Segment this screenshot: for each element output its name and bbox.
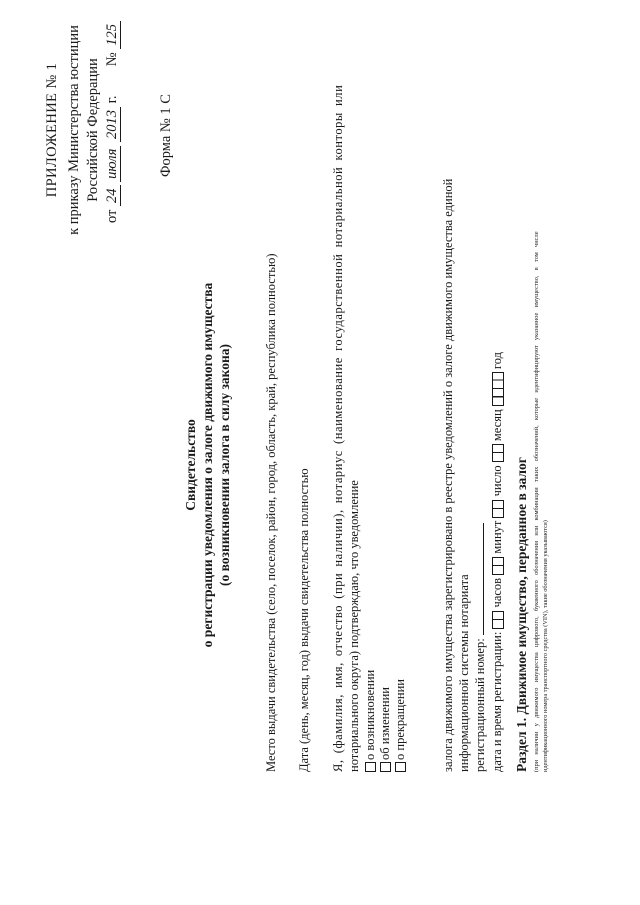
title-line-3: (о возникновении залога в силу закона) [217,343,232,587]
annex-date-line [104,2,121,242]
checkbox-creation[interactable] [365,762,376,772]
datetime-label: дата и время регистрации: [490,631,504,772]
title-line-1: Свидетельство [183,419,198,511]
title-line-2: о регистрации уведомления о залоге движимого имущества [200,282,215,648]
annex-title: ПРИЛОЖЕНИЕ № 1 [44,62,60,198]
day-cells[interactable] [492,500,504,518]
day-label: число [490,465,504,497]
section-1-note-line-2: идентификационного номера транспортного средства (VIN), такие обозначения указываются) [542,520,549,772]
annex-day: 24 [104,185,121,206]
checkbox-termination[interactable] [395,762,406,772]
option-termination[interactable] [392,670,407,772]
place-of-issue-label: Место выдачи свидетельства (село, поселок, район, город, область, край, республика полностью) [264,253,278,772]
option-change-label: об изменении [378,687,392,760]
registration-line-1: залога движимого имущества зарегистрировано в реестре уведомлений о залоге движимого имущества единой [441,178,455,772]
document-title [182,210,233,720]
checkbox-change[interactable] [380,762,391,772]
hours-cells[interactable] [492,611,504,629]
annex-date-prefix: от [104,209,120,223]
minutes-cells[interactable] [492,557,504,575]
form-number: Форма № 1 С [158,94,174,177]
notary-line-1: Я, (фамилия, имя, отчество (при наличии), нотариус (наименование государственной нотариальной конторы или [331,84,345,772]
annex-federation-line: Российской Федерации [85,58,101,202]
registration-number-label: регистрационный номер: [473,638,487,772]
notary-line-2: нотариального округа) подтверждаю, что уведомление [347,480,361,772]
option-creation-label: о возникновении [363,669,377,760]
hours-label: часов [490,577,504,608]
annex-year-suffix: г. [104,95,120,104]
annex-number: 125 [104,21,121,49]
annex-order-line: к приказу Министерства юстиции [66,25,82,235]
minutes-label: минут [490,520,504,554]
option-termination-label: о прекращении [393,679,407,760]
registration-number-row [472,523,488,772]
option-creation[interactable] [362,670,377,772]
notification-type-options [362,670,407,772]
section-1-title: Раздел 1. Движимое имущество, переданное в залог [514,457,529,772]
month-label: месяц [490,409,504,442]
annex-number-prefix: № [104,52,120,67]
option-change[interactable] [377,670,392,772]
registration-line-2: информационной системы нотариата [457,574,471,772]
month-cells[interactable] [492,444,504,462]
annex-month: июля [104,146,121,182]
annex-year: 2013 [104,107,121,142]
year-label: год [490,352,504,370]
year-cells[interactable] [492,372,504,406]
registration-number-field[interactable] [483,523,484,635]
section-1-note-line-1: (при наличии у движимого имущества цифрового, буквенного обозначения или комбинации таких обозначений, которые идентифицируют указанное имущество, в том числе [533,231,540,772]
registration-datetime-row [489,352,505,772]
date-of-issue-label: Дата (день, месяц, год) выдачи свидетельства полностью [297,468,311,772]
